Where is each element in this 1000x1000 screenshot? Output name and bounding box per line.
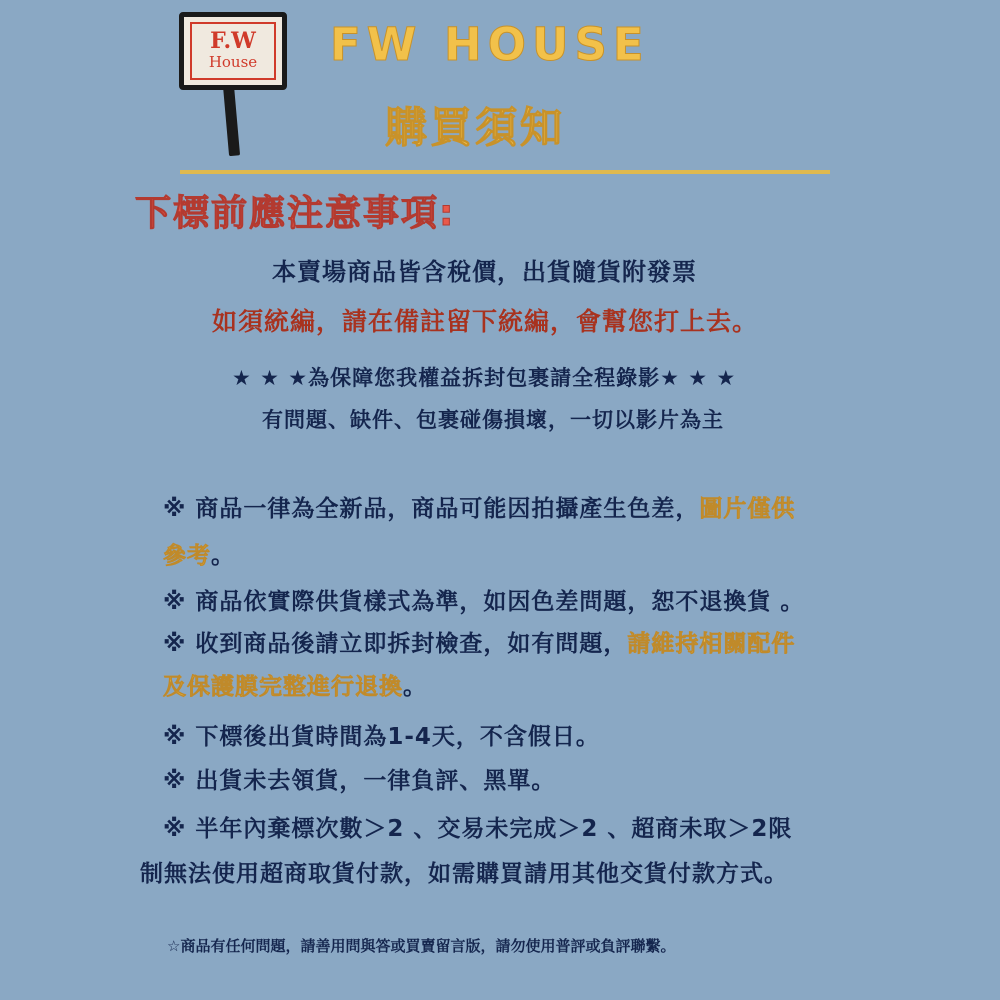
- rule-item-cont: [163, 537, 235, 570]
- logo-text-house: House: [208, 52, 258, 71]
- page-subtitle: 購買須知: [385, 103, 566, 152]
- intro-tax-line: 本賣場商品皆含稅價，出貨隨貨附發票: [272, 258, 697, 286]
- rule-text: ※ 半年內棄標次數＞2 、交易未完成＞2 、超商未取＞2限: [163, 816, 793, 842]
- rule-item-cont: [140, 855, 788, 888]
- intro-problem-line: 有問題、缺件、包裹碰傷損壞，一切以影片為主: [262, 408, 724, 432]
- header-divider: [180, 170, 830, 174]
- brand-title: FW HOUSE: [330, 18, 650, 71]
- rule-text-cont: 制無法使用超商取貨付款，如需購買請用其他交貨付款方式。: [140, 861, 788, 887]
- logo-inner-frame: [190, 22, 276, 80]
- rule-text: ※ 商品一律為全新品，商品可能因拍攝產生色差，: [163, 496, 700, 522]
- rule-text: ※ 收到商品後請立即拆封檢查，如有問題，: [163, 631, 628, 657]
- rule-item: [163, 583, 804, 616]
- footer-note: ☆商品有任何問題，請善用問與答或買賣留言版，請勿使用普評或負評聯繫。: [167, 937, 676, 955]
- logo-text-fw: F.W: [210, 27, 256, 54]
- rule-highlight: 請維持相關配件: [627, 631, 796, 657]
- brand-logo: [163, 8, 303, 158]
- rule-item: [163, 718, 600, 751]
- logo-post-icon: [223, 86, 240, 157]
- rule-tail: 。: [211, 543, 235, 569]
- rule-highlight-cont: 及保護膜完整進行退換: [163, 674, 403, 700]
- rule-item-cont: [163, 668, 427, 701]
- rule-text: ※ 出貨未去領貨，一律負評、黑單。: [163, 768, 556, 794]
- intro-unified-line: 如須統編，請在備註留下統編，會幫您打上去。: [212, 307, 759, 336]
- rule-tail: 。: [403, 674, 427, 700]
- rule-item: [163, 490, 795, 523]
- rule-highlight-cont: 參考: [163, 543, 211, 569]
- rule-text: ※ 商品依實際供貨樣式為準，如因色差問題，恕不退換貨 。: [163, 589, 805, 615]
- rule-text: ※ 下標後出貨時間為1-4天，不含假日。: [163, 724, 600, 750]
- notice-heading: 下標前應注意事項:: [135, 193, 456, 234]
- rule-highlight: 圖片僅供: [699, 496, 796, 522]
- rule-item: [163, 762, 555, 795]
- rule-item: [163, 625, 795, 658]
- rule-item: [163, 810, 792, 843]
- intro-stars-line: ★ ★ ★為保障您我權益拆封包裹請全程錄影★ ★ ★: [232, 366, 737, 390]
- logo-signboard: [179, 12, 287, 90]
